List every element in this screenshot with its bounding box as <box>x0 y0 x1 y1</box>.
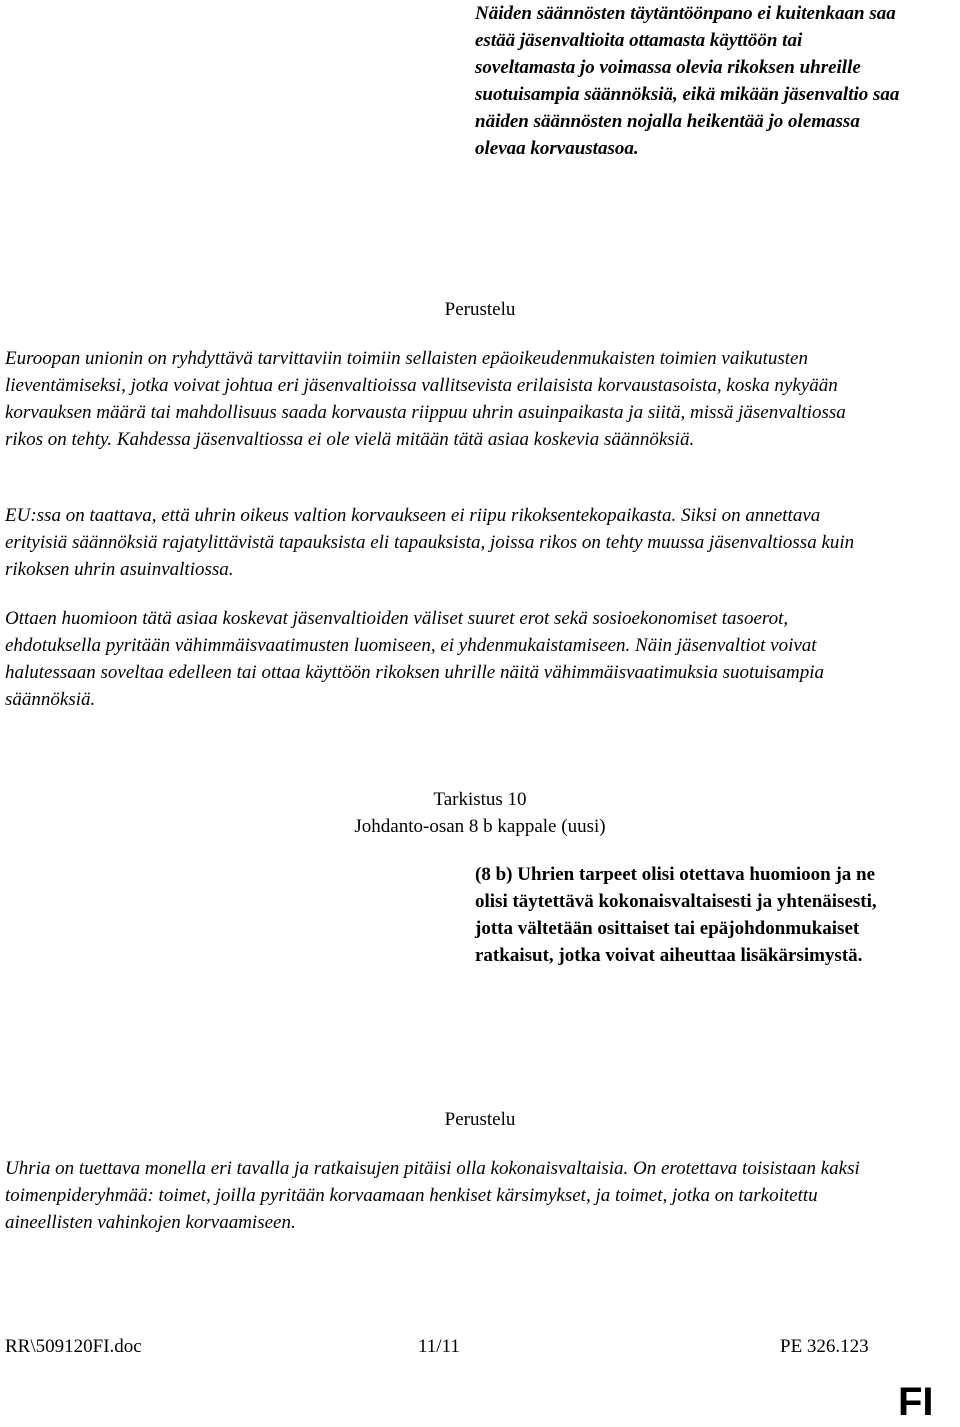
footer-doc-ref: RR\509120FI.doc <box>5 1336 142 1357</box>
footer-page-number: 11/11 <box>418 1336 460 1357</box>
footer-language-code: FI <box>898 1380 934 1424</box>
amendment-10-right-column: (8 b) Uhrien tarpeet olisi otettava huomioon ja ne olisi täytettävä kokonaisvaltaisesti ja yhtenäisesti, jotta vältetään osittaiset tai epäjohdonmukaiset ratkaisut, jotka voivat aiheuttaa lisäkärsimystä. <box>475 864 877 966</box>
justification-1-paragraph-1: Euroopan unionin on ryhdyttävä tarvittaviin toimiin sellaisten epäoikeudenmukaisten toimien vaikutusten lieventämiseksi, jotka voivat johtua eri jäsenvaltioissa vallitsevista erilaisista korvaustasoista, koska nykyään korvauksen määrä tai mahdollisuus saada korvausta riippuu uhrin asuinpaikasta ja siitä, missä jäsenvaltiossa rikos on tehty. Kahdessa jäsenvaltiossa ei ole vielä mitään tätä asiaa koskevia säännöksiä. <box>5 348 846 450</box>
amendment-9-right-column: Näiden säännösten täytäntöönpano ei kuitenkaan saa estää jäsenvaltioita ottamasta käyttöön tai soveltamasta jo voimassa olevia rikoksen uhreille suotuisampia säännöksiä, eikä mikään jäsenvaltio saa näiden säännösten nojalla heikentää jo olemassa olevaa korvaustasoa. <box>475 3 900 159</box>
footer-pe-number: PE 326.123 <box>780 1336 869 1357</box>
justification-heading-2: Perustelu <box>444 1109 516 1130</box>
justification-heading-1: Perustelu <box>444 299 516 320</box>
justification-2-text: Uhria on tuettava monella eri tavalla ja ratkaisujen pitäisi olla kokonaisvaltaisia. On erotettava toisistaan kaksi toimenpideryhmää: toimet, joilla pyritään korvaamaan henkiset kärsimykset, ja toimet, jotka on tarkoitettu aineellisten vahinkojen korvaamiseen. <box>5 1158 860 1233</box>
justification-1-paragraph-3: Ottaen huomioon tätä asiaa koskevat jäsenvaltioiden väliset suuret erot sekä sosioekonomiset tasoerot, ehdotuksella pyritään vähimmäisvaatimusten luomiseen, ei yhdenmukaistamiseen. Näin jäsenvaltiot voivat halutessaan soveltaa edelleen tai ottaa käyttöön rikoksen uhrille näitä vähimmäisvaatimuksia suotuisampia säännöksiä. <box>5 608 825 710</box>
amendment-10-title: Tarkistus 10 <box>433 789 527 810</box>
amendment-10-subtitle: Johdanto-osan 8 b kappale (uusi) <box>354 816 606 837</box>
justification-1-paragraph-2: EU:ssa on taattava, että uhrin oikeus valtion korvaukseen ei riipu rikoksentekopaikasta. Siksi on annettava erityisiä säännöksiä rajatylittävistä tapauksista eli tapauksista, joissa rikos on tehty muussa jäsenvaltiossa kuin rikoksen uhrin asuinvaltiossa. <box>5 505 855 580</box>
